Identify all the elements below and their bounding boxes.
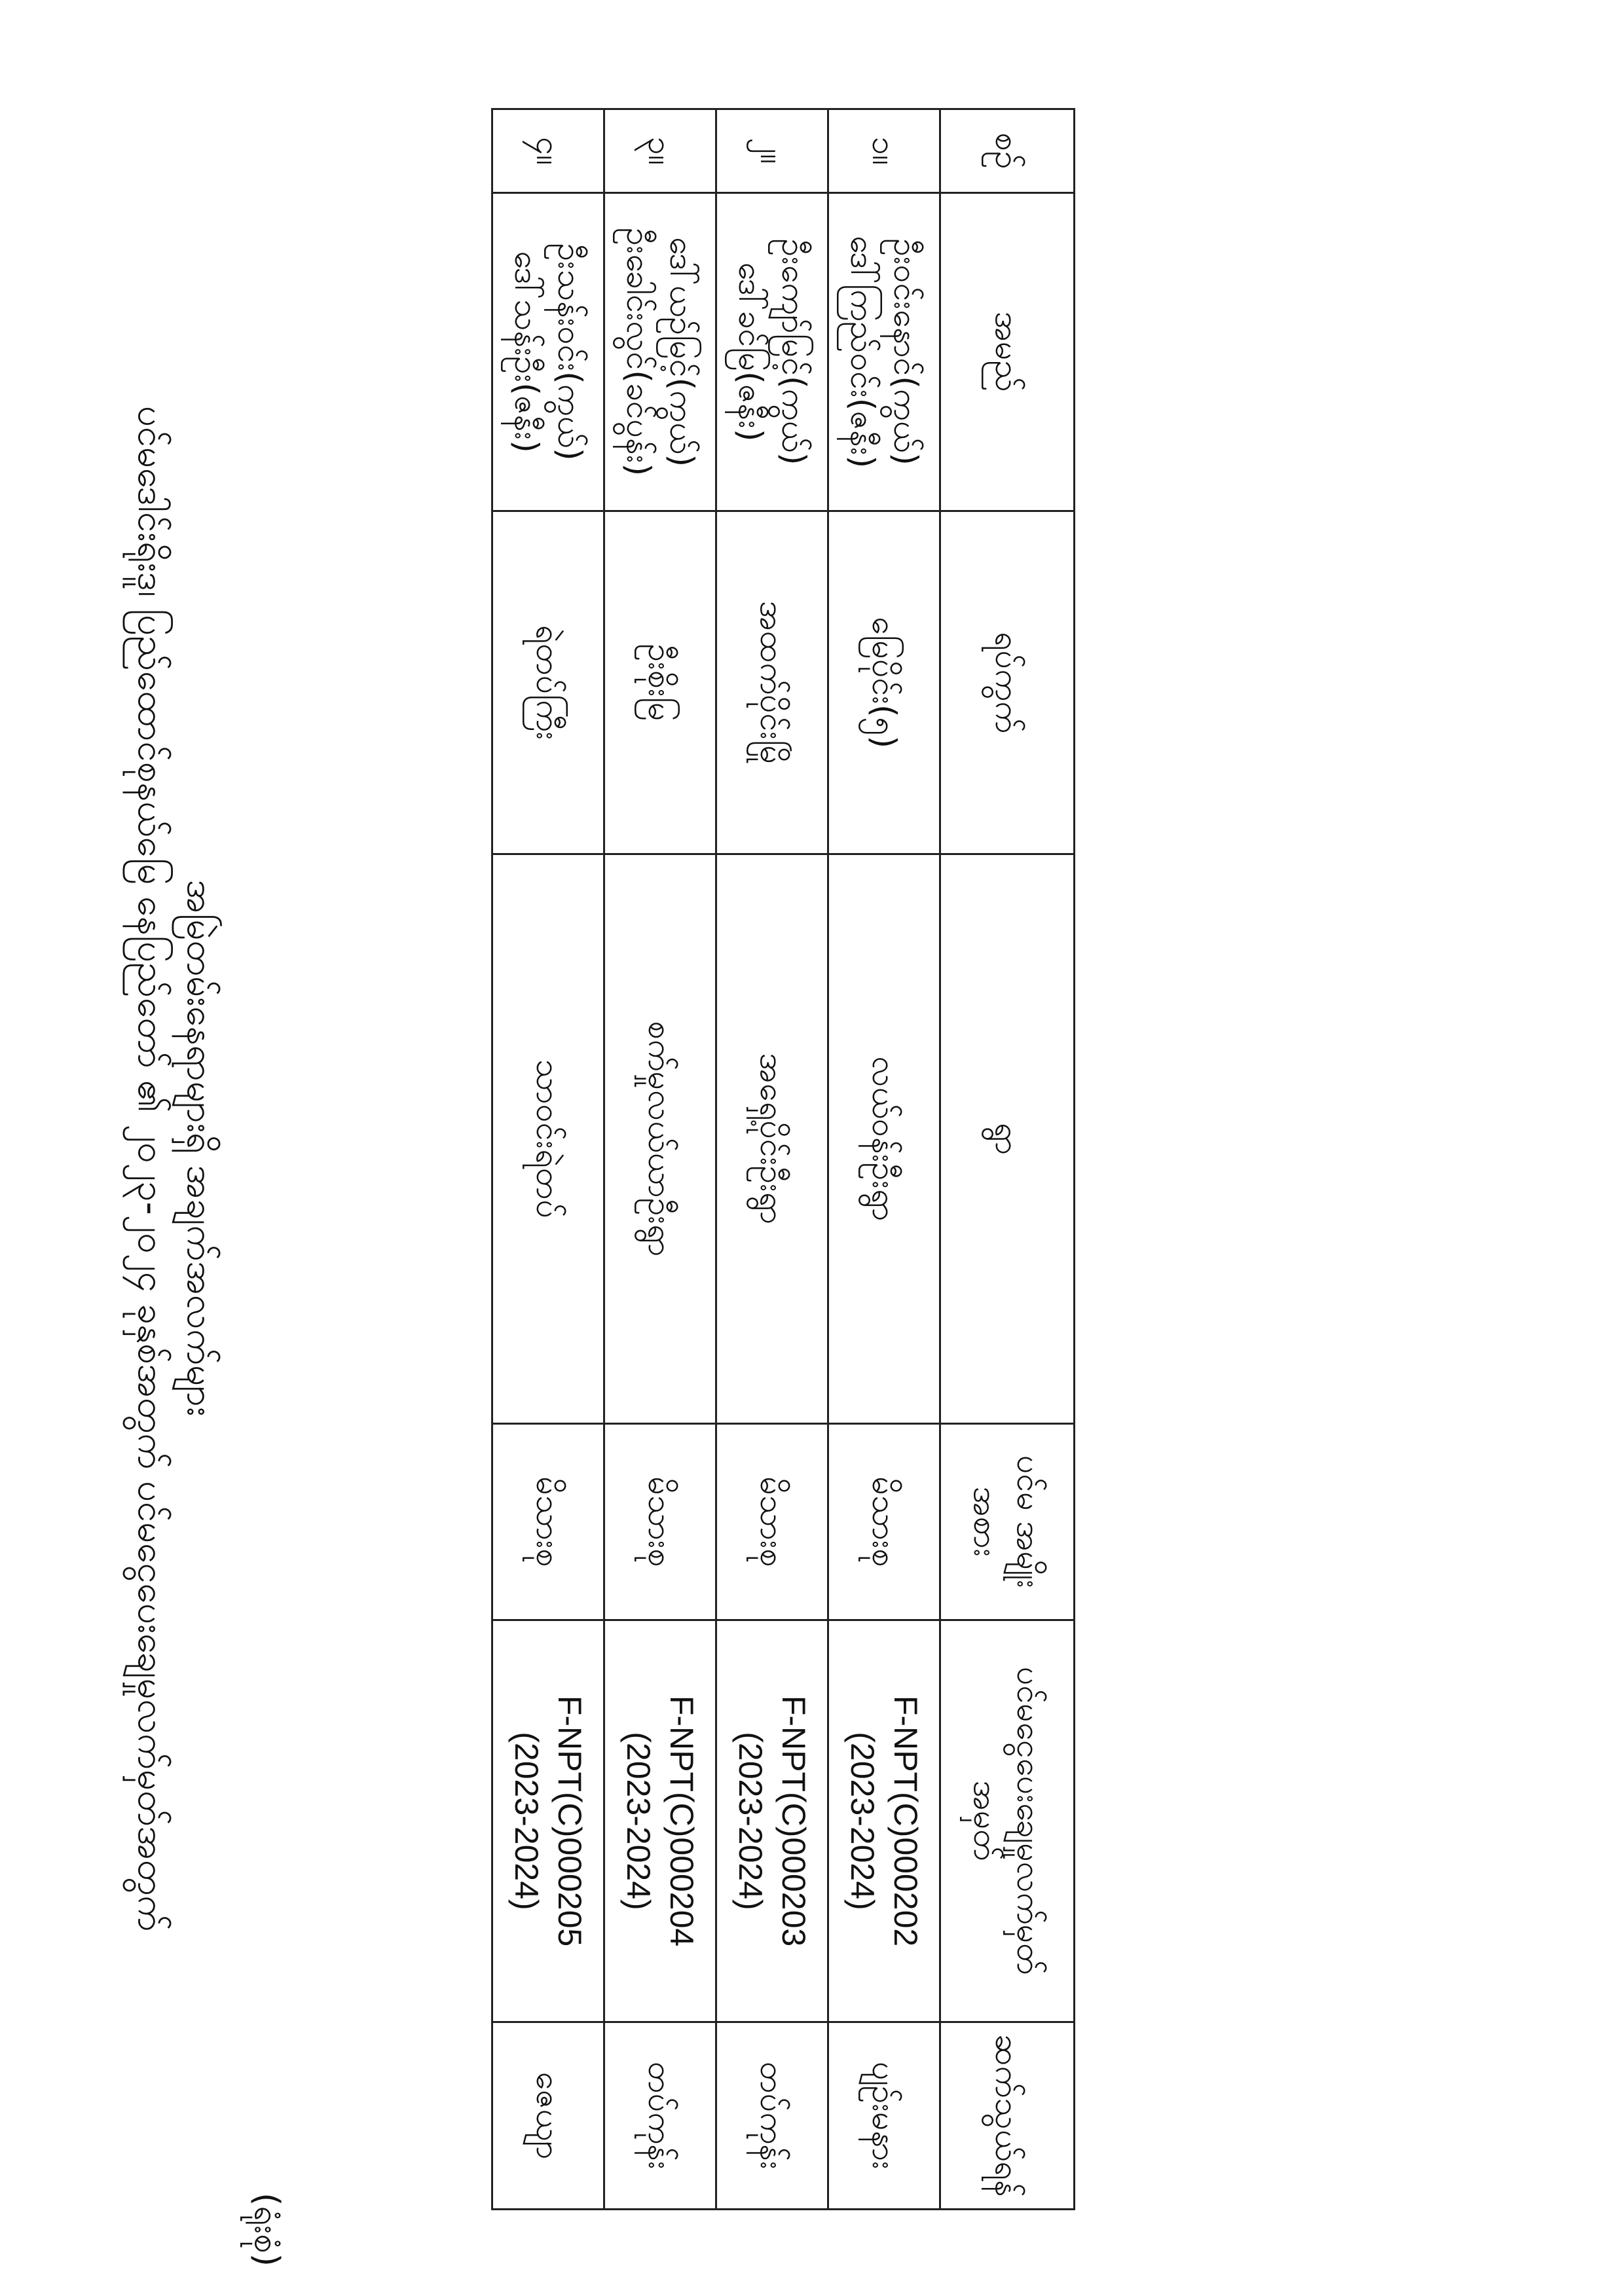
name-line: ဒေါ်ခင်မြ(ဇနီး): [731, 262, 769, 442]
cell-ward: မြေပိုင်း(၅): [828, 511, 940, 854]
cell-ward: အထက်ပိုင်းမြို: [716, 511, 828, 854]
table-row: [828, 109, 940, 2210]
name-line: ဒေါ်ယဉ်မြင့်(ကွယ်): [663, 236, 701, 467]
header-license: ပင်မငွေပေးချေမှုလက်မှတ်အမှတ်: [940, 1620, 1075, 2022]
cell-no: ၃။: [604, 109, 716, 193]
cell-license: [716, 1620, 828, 2022]
license-year: (2023-2024): [508, 1732, 545, 1910]
cell-no: ၄။: [492, 109, 604, 193]
header-village: ရွာ: [940, 854, 1075, 1424]
unit-label: (ရုံးစုံ): [247, 2193, 286, 2267]
name-line: ဦးသန်းဝင်း(ကွယ်): [551, 243, 589, 461]
cell-license: [492, 1620, 604, 2022]
license-code: F-NPT(C)000205: [551, 1695, 588, 1947]
name-line: ဦးကျော်မြင့်(ကွယ်): [775, 238, 813, 465]
header-type: ပင်မ အမျိုးအစား: [940, 1424, 1075, 1620]
cell-ward: ဦးစိုးမြ: [604, 511, 716, 854]
cell-type: မိသားစု: [492, 1424, 604, 1620]
header-ward: ရပ်ကွက်: [940, 511, 1075, 854]
cell-type: မိသားစု: [604, 1424, 716, 1620]
header-no: စဉ်: [940, 109, 1075, 193]
cell-license: [828, 1620, 940, 2022]
table-row: [492, 109, 604, 2210]
cell-village: စက်မှုလယ်ယာဦးရွာ: [604, 854, 716, 1424]
license-code: F-NPT(C)000204: [663, 1695, 700, 1947]
cell-no: ၂။: [716, 109, 828, 193]
cell-contact: ပျဉ်းမနား: [828, 2022, 940, 2210]
table-row: [716, 109, 828, 2210]
license-year: (2023-2024): [844, 1732, 881, 1910]
license-year: (2023-2024): [732, 1732, 769, 1910]
name-line: ဒေါ်ကြည်ဝင်း(ဇနီး): [843, 235, 881, 469]
cell-contact: တပ်ကုန်း: [604, 2022, 716, 2210]
name-line: ဒေါ်သန်းဦး(ဇနီး): [507, 251, 545, 453]
cell-type: မိသားစု: [828, 1424, 940, 1620]
document-subtitle: အမြဲတမ်းနေရာများရှိ အချက်အလက်များ: [179, 879, 221, 1417]
license-year: (2023-2024): [620, 1732, 657, 1910]
table-row: [604, 109, 716, 2210]
name-line: ဦးခေါင်းလွင်(ခင်ပွန်း): [619, 227, 657, 477]
cell-village: သာဝင်းရဲတပ်: [492, 854, 604, 1424]
document-title: ပင်မဒေါင်းရိုးဒူ၊ ပြည်ထောင်စုနယ်မြေ နေပြည်တော် ၏ ၂၀၂၃-၂၀၂၄ ခုနှစ်အတွက် ပင်မငွေပေးချေမှုလက်မှတ်အတွက်: [130, 406, 172, 1932]
cell-contact: တပ်ကုန်း: [716, 2022, 828, 2210]
name-line: ဦးဝင်းနောင်(ကွယ်): [887, 238, 925, 465]
cell-village: အရှေ့ပိုင်းဦးရွာ: [716, 854, 828, 1424]
cell-contact: ဇေယျာ: [492, 2022, 604, 2210]
cell-name: [716, 193, 828, 511]
license-code: F-NPT(C)000203: [775, 1695, 812, 1947]
cell-name: [492, 193, 604, 511]
header-contact: ဆက်သွယ်ရန်: [940, 2022, 1075, 2210]
cell-village: လယ်ဝန်းဦးရွာ: [828, 854, 940, 1424]
cell-ward: ရဲတပ်ကြီး: [492, 511, 604, 854]
cell-name: [828, 193, 940, 511]
license-code: F-NPT(C)000202: [887, 1695, 924, 1947]
cell-type: မိသားစု: [716, 1424, 828, 1620]
cell-license: [604, 1620, 716, 2022]
data-table: [491, 108, 1075, 2210]
table-header-row: [940, 109, 1075, 2210]
cell-name: [604, 193, 716, 511]
header-name: အမည်: [940, 193, 1075, 511]
cell-no: ၁။: [828, 109, 940, 193]
